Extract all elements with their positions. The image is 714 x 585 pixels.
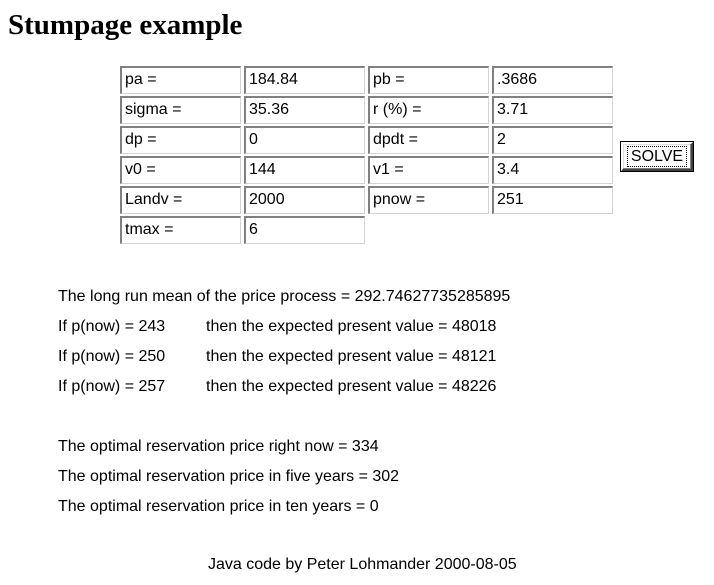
param-row — [120, 156, 614, 186]
param-row — [120, 126, 614, 156]
tmax-label: tmax = — [120, 216, 241, 244]
solve-button-label: SOLVE — [627, 146, 687, 167]
pnow-case-label: If p(now) = 257 — [58, 378, 166, 395]
dpdt-input[interactable]: 2 — [492, 126, 613, 154]
pa-input[interactable]: 184.84 — [244, 66, 365, 94]
footer-credit: Java code by Peter Lohmander 2000-08-05 — [208, 556, 517, 573]
sigma-label: sigma = — [120, 96, 241, 124]
pnow-case-label: If p(now) = 243 — [58, 318, 166, 335]
param-row — [120, 96, 614, 126]
v0-label: v0 = — [120, 156, 241, 184]
r-input[interactable]: 3.71 — [492, 96, 613, 124]
param-row — [120, 66, 614, 96]
reservation-price-ten-years: The optimal reservation price in ten years = 0 — [58, 498, 379, 515]
pnow-case-row — [58, 312, 698, 342]
reservation-price-now: The optimal reservation price right now = 334 — [58, 438, 379, 455]
long-run-mean-text: The long run mean of the price process = 292.74627735285895 — [58, 288, 511, 305]
pnow-input[interactable]: 251 — [492, 186, 613, 214]
param-row — [120, 186, 614, 216]
param-row — [120, 216, 614, 246]
page-title: Stumpage example — [8, 9, 243, 41]
parameter-grid — [120, 66, 614, 246]
pnow-case-value: then the expected present value = 48226 — [206, 378, 497, 395]
pb-input[interactable]: .3686 — [492, 66, 613, 94]
pb-label: pb = — [368, 66, 489, 94]
solve-button[interactable] — [621, 142, 693, 171]
v0-input[interactable]: 144 — [244, 156, 365, 184]
tmax-input[interactable]: 6 — [244, 216, 365, 244]
dpdt-label: dpdt = — [368, 126, 489, 154]
landv-label: Landv = — [120, 186, 241, 214]
v1-label: v1 = — [368, 156, 489, 184]
pnow-case-value: then the expected present value = 48121 — [206, 348, 497, 365]
landv-input[interactable]: 2000 — [244, 186, 365, 214]
reservation-price-five-years: The optimal reservation price in five years = 302 — [58, 468, 400, 485]
pnow-case-label: If p(now) = 250 — [58, 348, 166, 365]
pnow-case-row — [58, 372, 698, 402]
sigma-input[interactable]: 35.36 — [244, 96, 365, 124]
dp-label: dp = — [120, 126, 241, 154]
dp-input[interactable]: 0 — [244, 126, 365, 154]
r-label: r (%) = — [368, 96, 489, 124]
pnow-label: pnow = — [368, 186, 489, 214]
pnow-case-row — [58, 342, 698, 372]
pa-label: pa = — [120, 66, 241, 94]
v1-input[interactable]: 3.4 — [492, 156, 613, 184]
pnow-case-value: then the expected present value = 48018 — [206, 318, 497, 335]
